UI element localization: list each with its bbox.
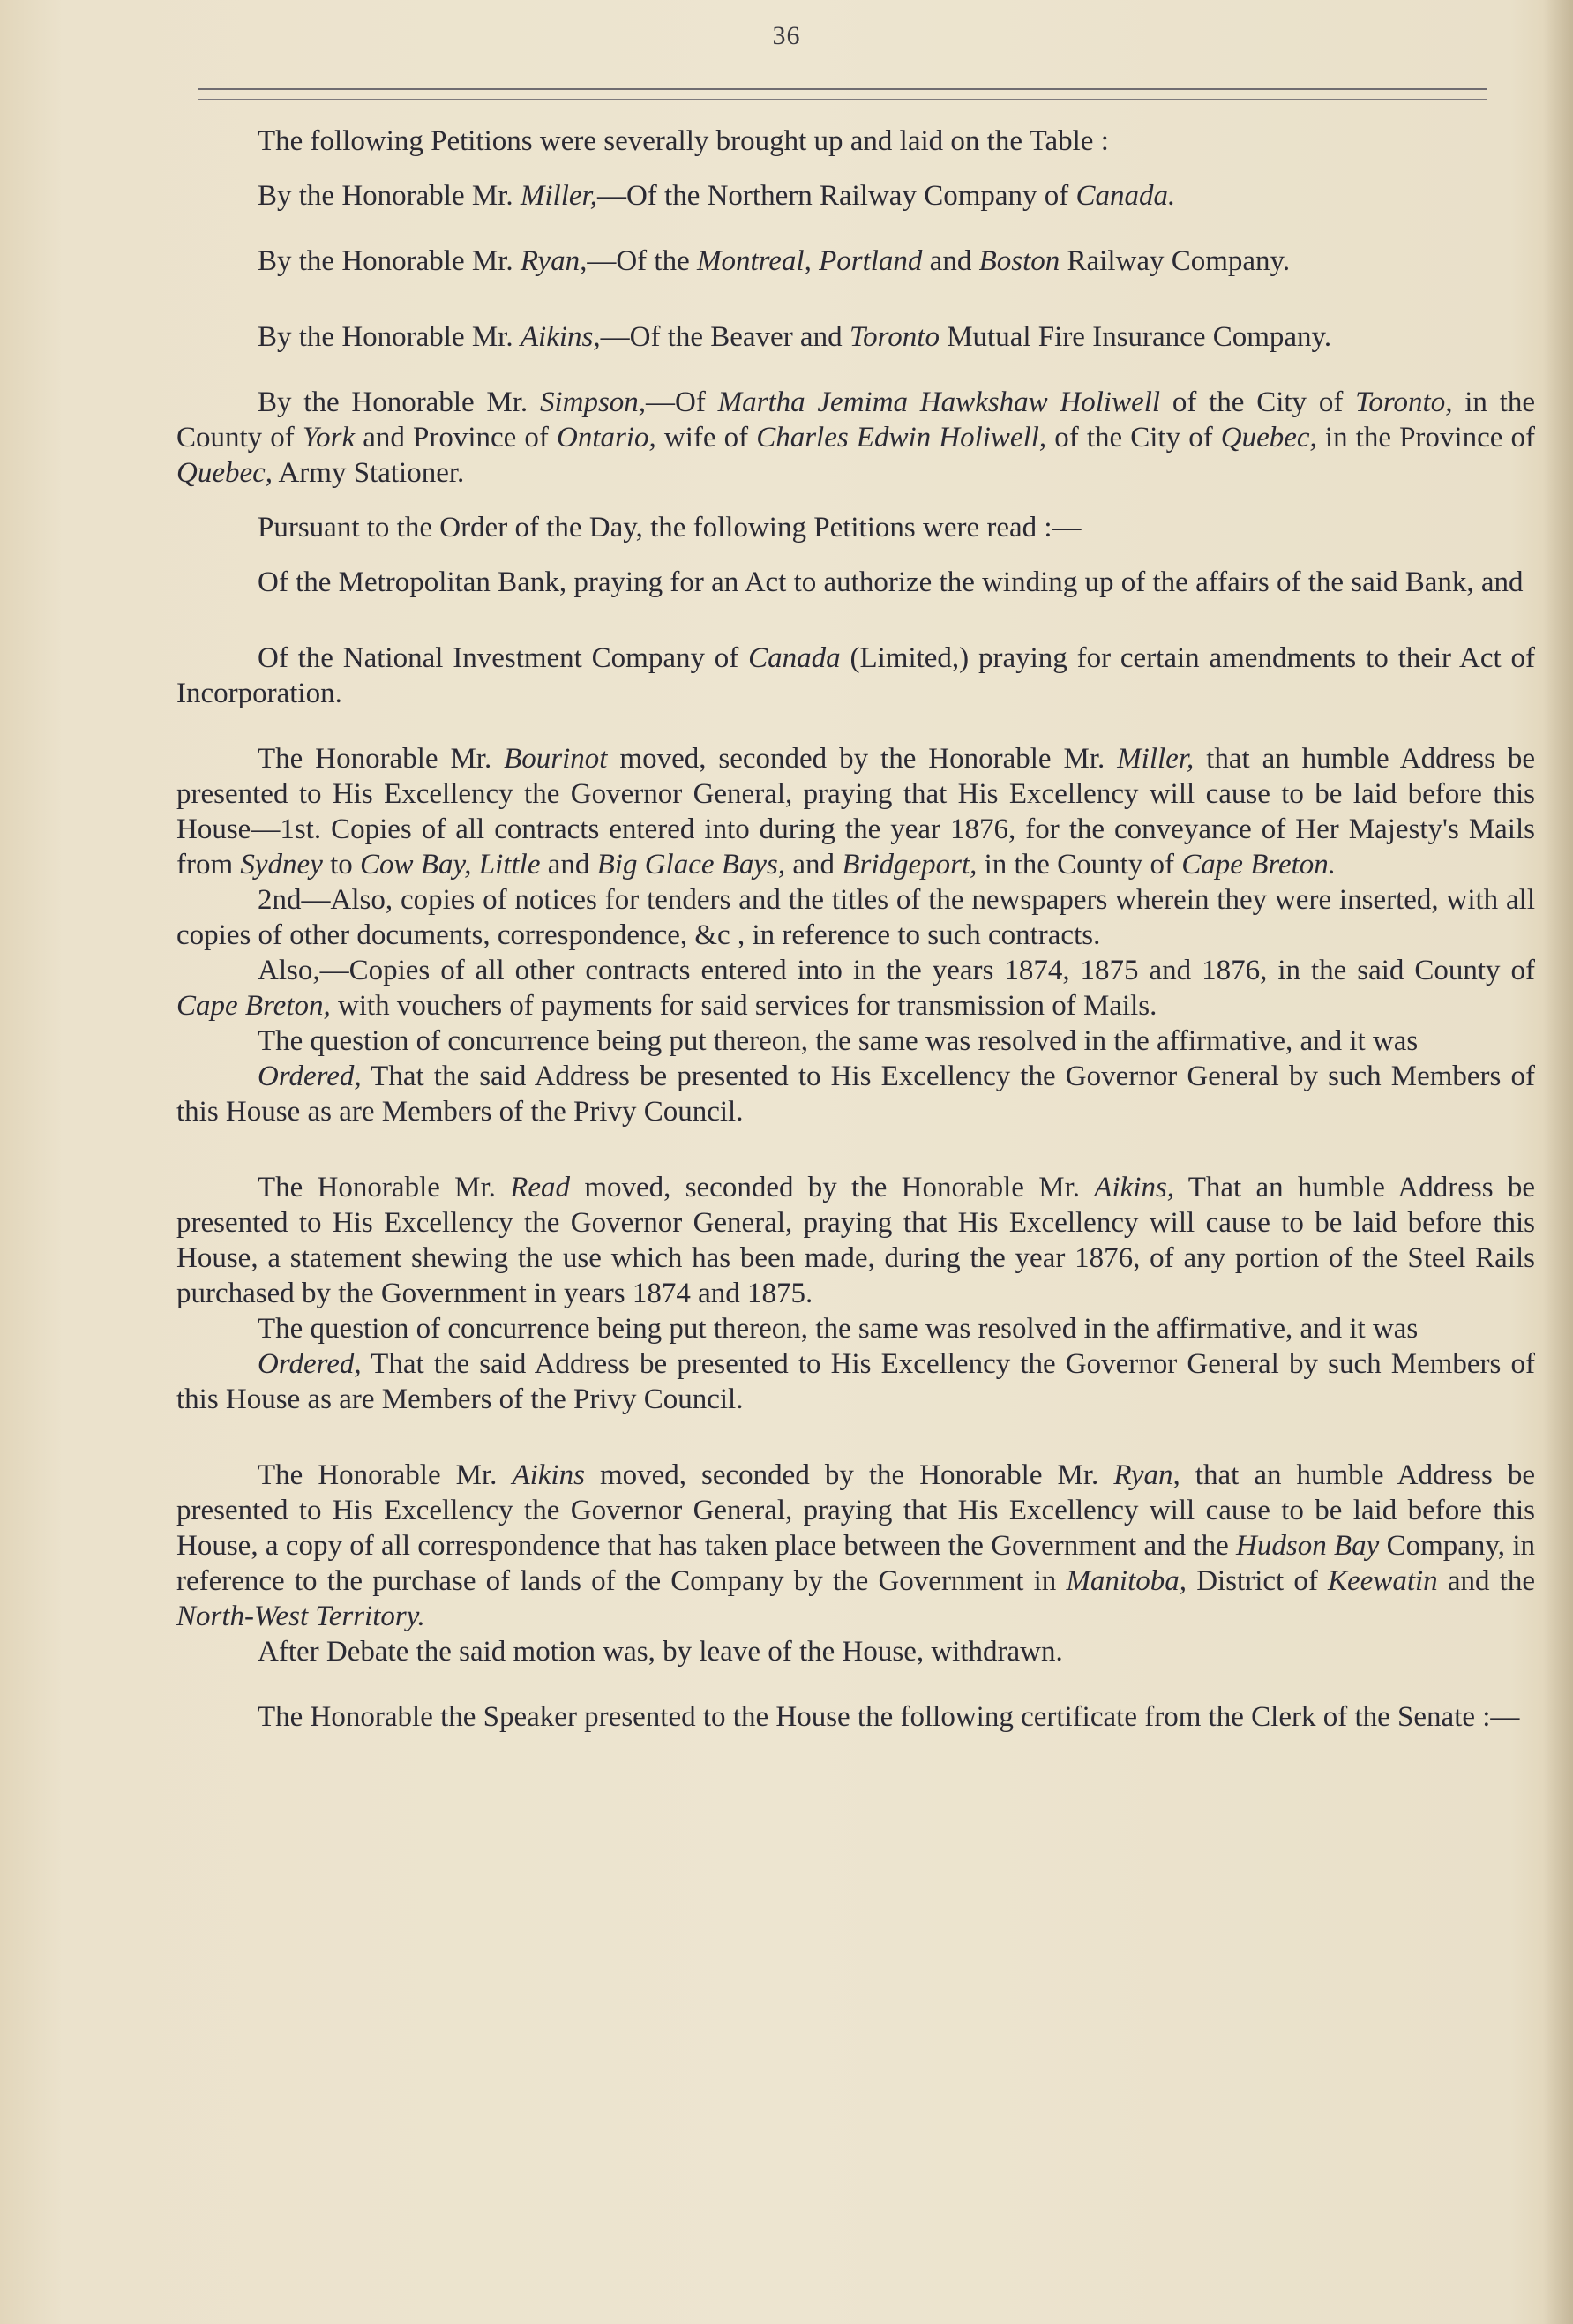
paragraph-metropolitan-bank: Of the Metropolitan Bank, praying for an Act to authorize the winding up of the affairs of the said Bank, and (258, 566, 1524, 598)
paragraph-second-item: 2nd—Also, copies of notices for tenders and the titles of the newspapers wherein they were inserted, with all copies of other documents, correspondence, &c , in reference to such contracts. (176, 884, 1535, 951)
header-rule (198, 88, 1487, 90)
paragraph-order-of-day: Pursuant to the Order of the Day, the following Petitions were read :— (258, 512, 1082, 544)
paragraph-also-contracts: Also,—Copies of all other contracts entered into in the years 1874, 1875 and 1876, in the said County of Cape Breton, with vouchers of payments for said services for transmission of Mails. (176, 955, 1535, 1022)
paragraph-concurrence-1: The question of concurrence being put thereon, the same was resolved in the affirmative, and it was (258, 1025, 1419, 1057)
paragraph-bourinot-motion: The Honorable Mr. Bourinot moved, seconded by the Honorable Mr. Miller, that an humble Address be presented to His Excellency the Governor General, praying that His Excellency will cause to be laid before this House—1st. Copies of all contracts entered into during the year 1876, for the conveyance of Her Majesty's Mails from Sydney to Cow Bay, Little and Big Glace Bays, and Bridgeport, in the County of Cape Breton. (176, 743, 1535, 881)
paragraph-petition-simpson: By the Honorable Mr. Simpson,—Of Martha Jemima Hawkshaw Holiwell of the City of Toronto, in the County of York and Province of Ontario, wife of Charles Edwin Holiwell, of the City of Quebec, in the Province of Quebec, Army Stationer. (176, 386, 1535, 489)
paragraph-read-motion: The Honorable Mr. Read moved, seconded by the Honorable Mr. Aikins, That an humble Address be presented to His Excellency the Governor General, praying that His Excellency will cause to be laid before this House, a statement shewing the use which has been made, during the year 1876, of any portion of the Steel Rails purchased by the Government in years 1874 and 1875. (176, 1172, 1535, 1309)
paragraph-aikins-motion: The Honorable Mr. Aikins moved, seconded by the Honorable Mr. Ryan, that an humble Address be presented to His Excellency the Governor General, praying that His Excellency will cause to be laid before this House, a copy of all correspondence that has taken place between the Government and the Hudson Bay Company, in reference to the purchase of lands of the Company by the Government in Manitoba, District of Keewatin and the North-West Territory. (176, 1459, 1536, 1632)
page-edge-shadow (1543, 0, 1573, 2324)
paragraph-petition-ryan: By the Honorable Mr. Ryan,—Of the Montreal, Portland and Boston Railway Company. (258, 245, 1291, 277)
paragraph-speaker-certificate: The Honorable the Speaker presented to the House the following certificate from the Clerk of the Senate :— (258, 1701, 1520, 1733)
paragraph-petition-miller: By the Honorable Mr. Miller,—Of the Northern Railway Company of Canada. (258, 180, 1176, 212)
page-number: 36 (772, 21, 801, 50)
paragraph-petitions-intro: The following Petitions were severally brought up and laid on the Table : (258, 125, 1109, 157)
paragraph-debate-withdrawn: After Debate the said motion was, by leave of the House, withdrawn. (258, 1636, 1063, 1668)
paragraph-ordered-2: Ordered, That the said Address be presented to His Excellency the Governor General by such Members of this House as are Members of the Privy Council. (176, 1348, 1535, 1415)
paragraph-concurrence-2: The question of concurrence being put thereon, the same was resolved in the affirmative, and it was (258, 1313, 1419, 1345)
paragraph-national-investment: Of the National Investment Company of Canada (Limited,) praying for certain amendments to their Act of Incorporation. (176, 642, 1535, 709)
paragraph-ordered-1: Ordered, That the said Address be presented to His Excellency the Governor General by such Members of this House as are Members of the Privy Council. (176, 1061, 1535, 1128)
paragraph-petition-aikins: By the Honorable Mr. Aikins,—Of the Beaver and Toronto Mutual Fire Insurance Company. (258, 321, 1332, 353)
header-rule-secondary (198, 99, 1487, 100)
page-body (176, 124, 1535, 1735)
